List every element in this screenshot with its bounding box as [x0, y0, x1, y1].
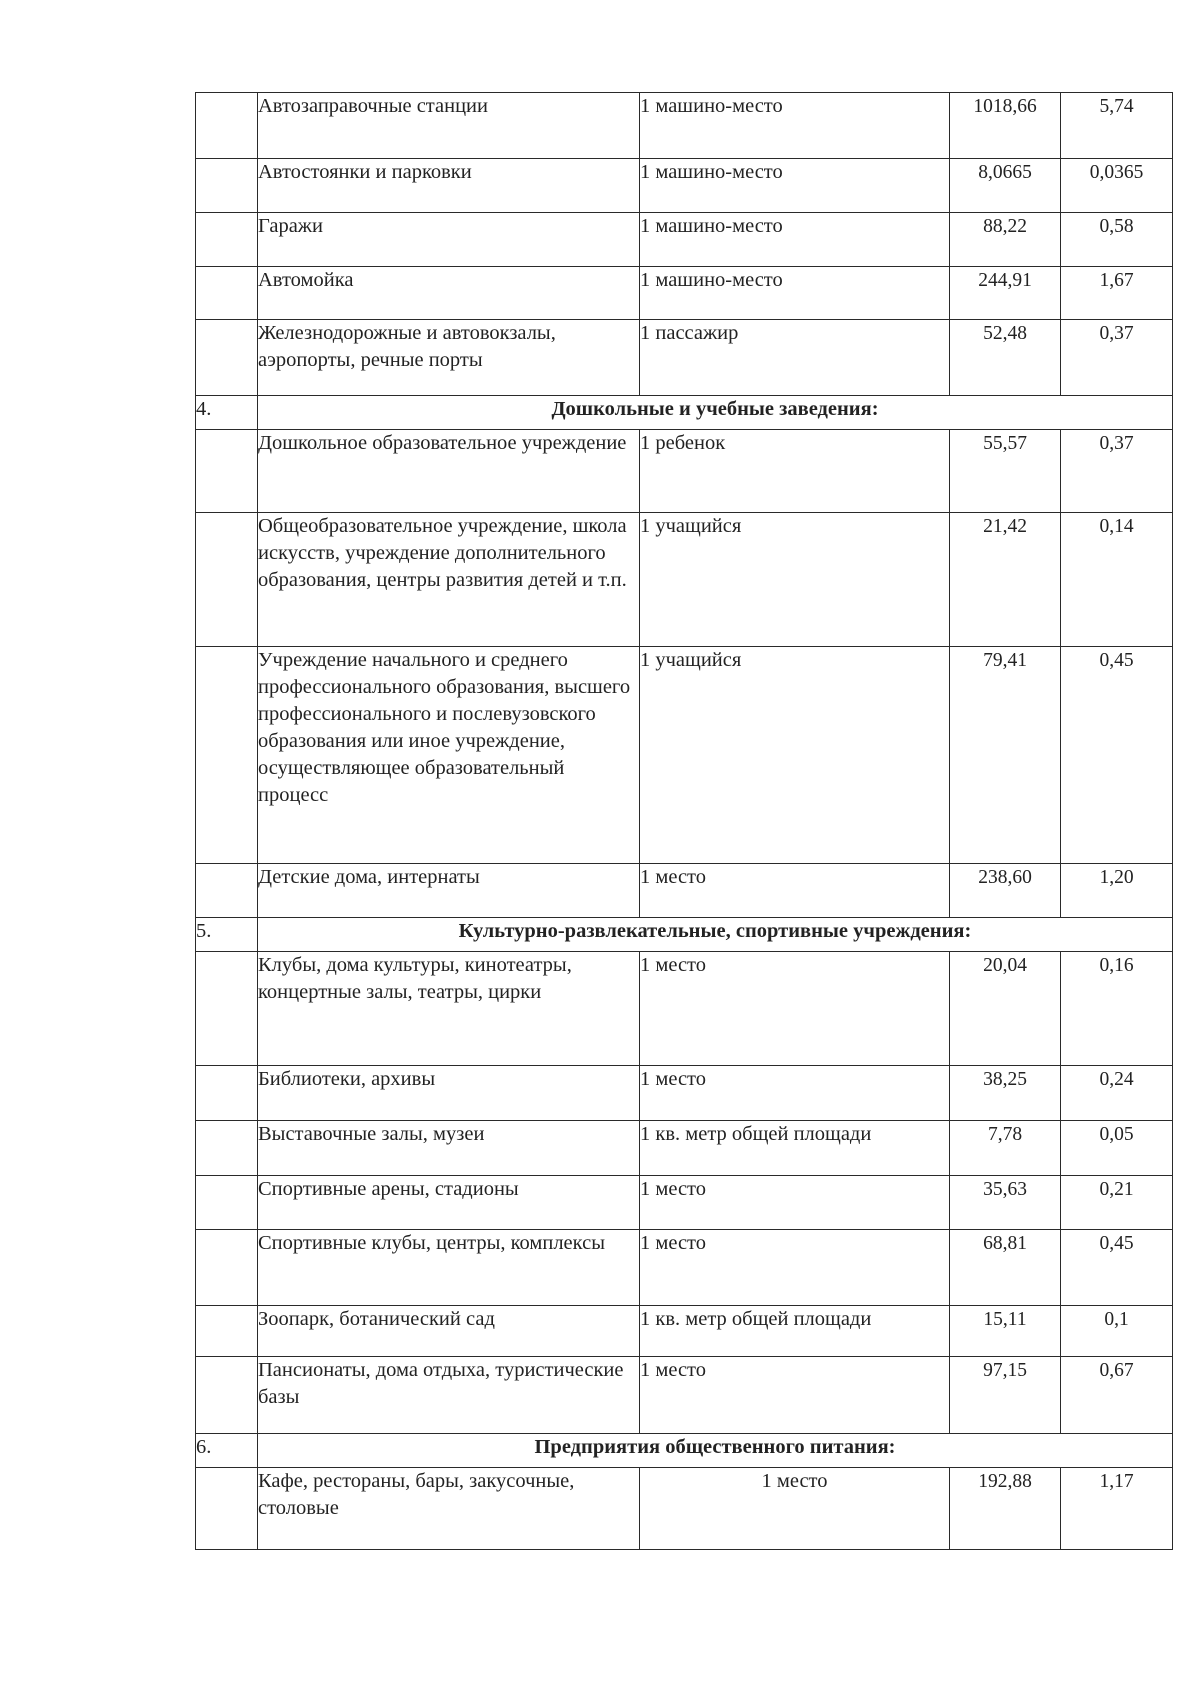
value-2: 0,05 [1061, 1121, 1173, 1176]
calculation-unit: 1 учащийся [640, 513, 950, 647]
table-row [196, 93, 1173, 159]
section-number: 4. [196, 396, 258, 430]
value-2: 0,24 [1061, 1066, 1173, 1121]
row-number [196, 267, 258, 320]
calculation-unit: 1 машино-место [640, 267, 950, 320]
calculation-unit: 1 место [640, 1066, 950, 1121]
value-2: 0,67 [1061, 1357, 1173, 1434]
row-number [196, 213, 258, 267]
table-row [196, 1357, 1173, 1434]
value-1: 55,57 [950, 430, 1061, 513]
facility-name: Дошкольное образовательное учреждение [258, 430, 640, 513]
facility-name: Библиотеки, архивы [258, 1066, 640, 1121]
value-1: 79,41 [950, 647, 1061, 864]
value-1: 1018,66 [950, 93, 1061, 159]
table-row [196, 952, 1173, 1066]
table-row [196, 267, 1173, 320]
facility-name: Клубы, дома культуры, кинотеатры, концертные залы, театры, цирки [258, 952, 640, 1066]
section-title: Дошкольные и учебные заведения: [258, 396, 1173, 430]
section-number: 5. [196, 918, 258, 952]
value-1: 15,11 [950, 1306, 1061, 1357]
section-header-row [196, 1434, 1173, 1468]
value-2: 0,45 [1061, 647, 1173, 864]
facility-name: Гаражи [258, 213, 640, 267]
facility-name: Железнодорожные и автовокзалы, аэропорты, речные порты [258, 320, 640, 396]
calculation-unit: 1 место [640, 864, 950, 918]
facility-name: Пансионаты, дома отдыха, туристические базы [258, 1357, 640, 1434]
table-row [196, 647, 1173, 864]
value-2: 1,20 [1061, 864, 1173, 918]
value-2: 0,1 [1061, 1306, 1173, 1357]
calculation-unit: 1 учащийся [640, 647, 950, 864]
table-row [196, 1230, 1173, 1306]
table-row [196, 159, 1173, 213]
section-title: Предприятия общественного питания: [258, 1434, 1173, 1468]
table-row [196, 430, 1173, 513]
table-row [196, 1066, 1173, 1121]
value-1: 68,81 [950, 1230, 1061, 1306]
value-1: 52,48 [950, 320, 1061, 396]
row-number [196, 1121, 258, 1176]
table-row [196, 1468, 1173, 1550]
facility-name: Спортивные арены, стадионы [258, 1176, 640, 1230]
facility-name: Общеобразовательное учреждение, школа искусств, учреждение дополнительного образования, центры развития детей и т.п. [258, 513, 640, 647]
facility-name: Автостоянки и парковки [258, 159, 640, 213]
facility-name: Детские дома, интернаты [258, 864, 640, 918]
calculation-unit: 1 машино-место [640, 213, 950, 267]
facility-name: Автозаправочные станции [258, 93, 640, 159]
value-2: 0,14 [1061, 513, 1173, 647]
value-1: 21,42 [950, 513, 1061, 647]
facility-name: Спортивные клубы, центры, комплексы [258, 1230, 640, 1306]
table-row [196, 213, 1173, 267]
row-number [196, 647, 258, 864]
row-number [196, 864, 258, 918]
table-row [196, 1176, 1173, 1230]
row-number [196, 159, 258, 213]
row-number [196, 430, 258, 513]
calculation-unit: 1 ребенок [640, 430, 950, 513]
facility-name: Выставочные залы, музеи [258, 1121, 640, 1176]
table-row [196, 1121, 1173, 1176]
value-2: 0,0365 [1061, 159, 1173, 213]
table-row [196, 864, 1173, 918]
calculation-unit: 1 место [640, 1357, 950, 1434]
value-1: 192,88 [950, 1468, 1061, 1550]
value-1: 7,78 [950, 1121, 1061, 1176]
calculation-unit: 1 машино-место [640, 159, 950, 213]
value-2: 0,58 [1061, 213, 1173, 267]
facility-name: Учреждение начального и среднего профессионального образования, высшего профессионального и послевузовского образования или иное учреждение, осуществляющее образовательный процесс [258, 647, 640, 864]
table-row [196, 513, 1173, 647]
row-number [196, 1176, 258, 1230]
value-2: 0,16 [1061, 952, 1173, 1066]
norms-table [195, 92, 1173, 1550]
facility-name: Кафе, рестораны, бары, закусочные, столовые [258, 1468, 640, 1550]
calculation-unit: 1 кв. метр общей площади [640, 1121, 950, 1176]
row-number [196, 1306, 258, 1357]
section-header-row [196, 918, 1173, 952]
row-number [196, 513, 258, 647]
calculation-unit: 1 место [640, 1176, 950, 1230]
facility-name: Зоопарк, ботанический сад [258, 1306, 640, 1357]
row-number [196, 952, 258, 1066]
value-2: 0,45 [1061, 1230, 1173, 1306]
value-1: 20,04 [950, 952, 1061, 1066]
section-title: Культурно-развлекательные, спортивные учреждения: [258, 918, 1173, 952]
section-number: 6. [196, 1434, 258, 1468]
table-body [196, 93, 1173, 1550]
row-number [196, 1468, 258, 1550]
value-1: 238,60 [950, 864, 1061, 918]
value-1: 38,25 [950, 1066, 1061, 1121]
calculation-unit: 1 пассажир [640, 320, 950, 396]
row-number [196, 320, 258, 396]
value-2: 5,74 [1061, 93, 1173, 159]
table-row [196, 1306, 1173, 1357]
value-1: 244,91 [950, 267, 1061, 320]
value-2: 1,17 [1061, 1468, 1173, 1550]
value-2: 1,67 [1061, 267, 1173, 320]
value-1: 8,0665 [950, 159, 1061, 213]
calculation-unit: 1 место [640, 952, 950, 1066]
calculation-unit: 1 место [640, 1230, 950, 1306]
calculation-unit: 1 машино-место [640, 93, 950, 159]
row-number [196, 93, 258, 159]
table-row [196, 320, 1173, 396]
facility-name: Автомойка [258, 267, 640, 320]
value-1: 97,15 [950, 1357, 1061, 1434]
value-1: 35,63 [950, 1176, 1061, 1230]
value-2: 0,37 [1061, 430, 1173, 513]
calculation-unit: 1 кв. метр общей площади [640, 1306, 950, 1357]
value-2: 0,37 [1061, 320, 1173, 396]
value-1: 88,22 [950, 213, 1061, 267]
section-header-row [196, 396, 1173, 430]
value-2: 0,21 [1061, 1176, 1173, 1230]
row-number [196, 1230, 258, 1306]
calculation-unit: 1 место [640, 1468, 950, 1550]
row-number [196, 1066, 258, 1121]
row-number [196, 1357, 258, 1434]
